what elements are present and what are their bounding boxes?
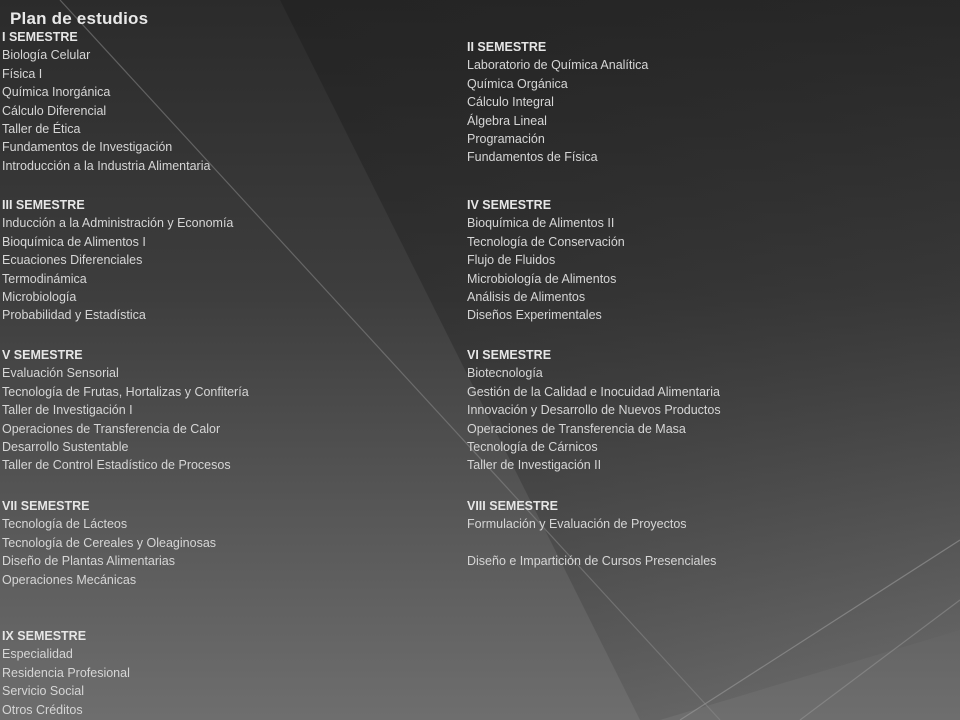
course: Operaciones Mecánicas: [2, 572, 137, 587]
course: Biología Celular: [2, 48, 91, 63]
course: Cálculo Diferencial: [2, 103, 107, 118]
course: Fundamentos de Investigación: [2, 140, 173, 155]
semester-title: III SEMESTRE: [2, 198, 85, 212]
course: Diseños Experimentales: [467, 308, 602, 323]
semester-title: VI SEMESTRE: [467, 348, 552, 362]
course: Tecnología de Conservación: [467, 234, 625, 249]
course: Termodinámica: [2, 271, 87, 286]
semester-title: IX SEMESTRE: [2, 629, 87, 643]
course: Desarrollo Sustentable: [2, 440, 129, 455]
semester-4: [467, 196, 625, 325]
semester-9: [2, 627, 130, 719]
semester-title: IV SEMESTRE: [467, 198, 552, 212]
course: Biotecnología: [467, 366, 543, 381]
course: Otros Créditos: [2, 702, 83, 717]
course: Evaluación Sensorial: [2, 366, 119, 381]
course: Tecnología de Frutas, Hortalizas y Confitería: [2, 384, 249, 399]
course: Fundamentos de Física: [467, 150, 598, 165]
course: Física I: [2, 66, 43, 81]
semester-title: II SEMESTRE: [467, 40, 547, 54]
semester-8: [467, 497, 716, 571]
course: Probabilidad y Estadística: [2, 308, 146, 323]
semester-7: [2, 497, 216, 589]
course: Álgebra Lineal: [467, 113, 547, 128]
course: Diseño de Plantas Alimentarias: [2, 554, 176, 569]
semester-title: VIII SEMESTRE: [467, 499, 558, 513]
semester-title: VII SEMESTRE: [2, 499, 90, 513]
course: Análisis de Alimentos: [467, 290, 586, 305]
course: Programación: [467, 132, 545, 147]
course: Diseño e Impartición de Cursos Presenciales: [467, 554, 717, 569]
semester-1: [2, 28, 210, 175]
course: Operaciones de Transferencia de Calor: [2, 421, 221, 436]
course: Microbiología: [2, 290, 77, 305]
course: Taller de Investigación I: [2, 403, 133, 418]
course: Servicio Social: [2, 684, 84, 699]
course: Bioquímica de Alimentos II: [467, 216, 615, 231]
course: Química Orgánica: [467, 76, 568, 91]
course: Introducción a la Industria Alimentaria: [2, 158, 211, 173]
course: Taller de Investigación II: [467, 458, 602, 473]
course: Inducción a la Administración y Economía: [2, 216, 234, 231]
course: Gestión de la Calidad e Inocuidad Alimentaria: [467, 384, 720, 399]
semester-title: V SEMESTRE: [2, 348, 83, 362]
semester-6: [467, 346, 721, 475]
course: Tecnología de Lácteos: [2, 517, 128, 532]
course: Flujo de Fluidos: [467, 253, 556, 268]
semester-2: [467, 38, 648, 167]
course: Laboratorio de Química Analítica: [467, 58, 649, 73]
course: Formulación y Evaluación de Proyectos: [467, 517, 687, 532]
page-title: Plan de estudios: [10, 9, 149, 28]
course: Tecnología de Cereales y Oleaginosas: [2, 535, 217, 550]
course: Cálculo Integral: [467, 95, 554, 110]
course: Especialidad: [2, 647, 73, 662]
semester-5: [2, 346, 249, 475]
course: Tecnología de Cárnicos: [467, 440, 598, 455]
course: Ecuaciones Diferenciales: [2, 253, 143, 268]
semester-title: I SEMESTRE: [2, 30, 78, 44]
course: Química Inorgánica: [2, 85, 111, 100]
semester-3: [2, 196, 233, 325]
course: Taller de Control Estadístico de Procesos: [2, 458, 231, 473]
course: Microbiología de Alimentos: [467, 271, 617, 286]
course: Innovación y Desarrollo de Nuevos Productos: [467, 403, 721, 418]
course: Residencia Profesional: [2, 665, 130, 680]
course: Bioquímica de Alimentos I: [2, 234, 146, 249]
course: Taller de Ética: [2, 122, 81, 137]
course: Operaciones de Transferencia de Masa: [467, 421, 686, 436]
